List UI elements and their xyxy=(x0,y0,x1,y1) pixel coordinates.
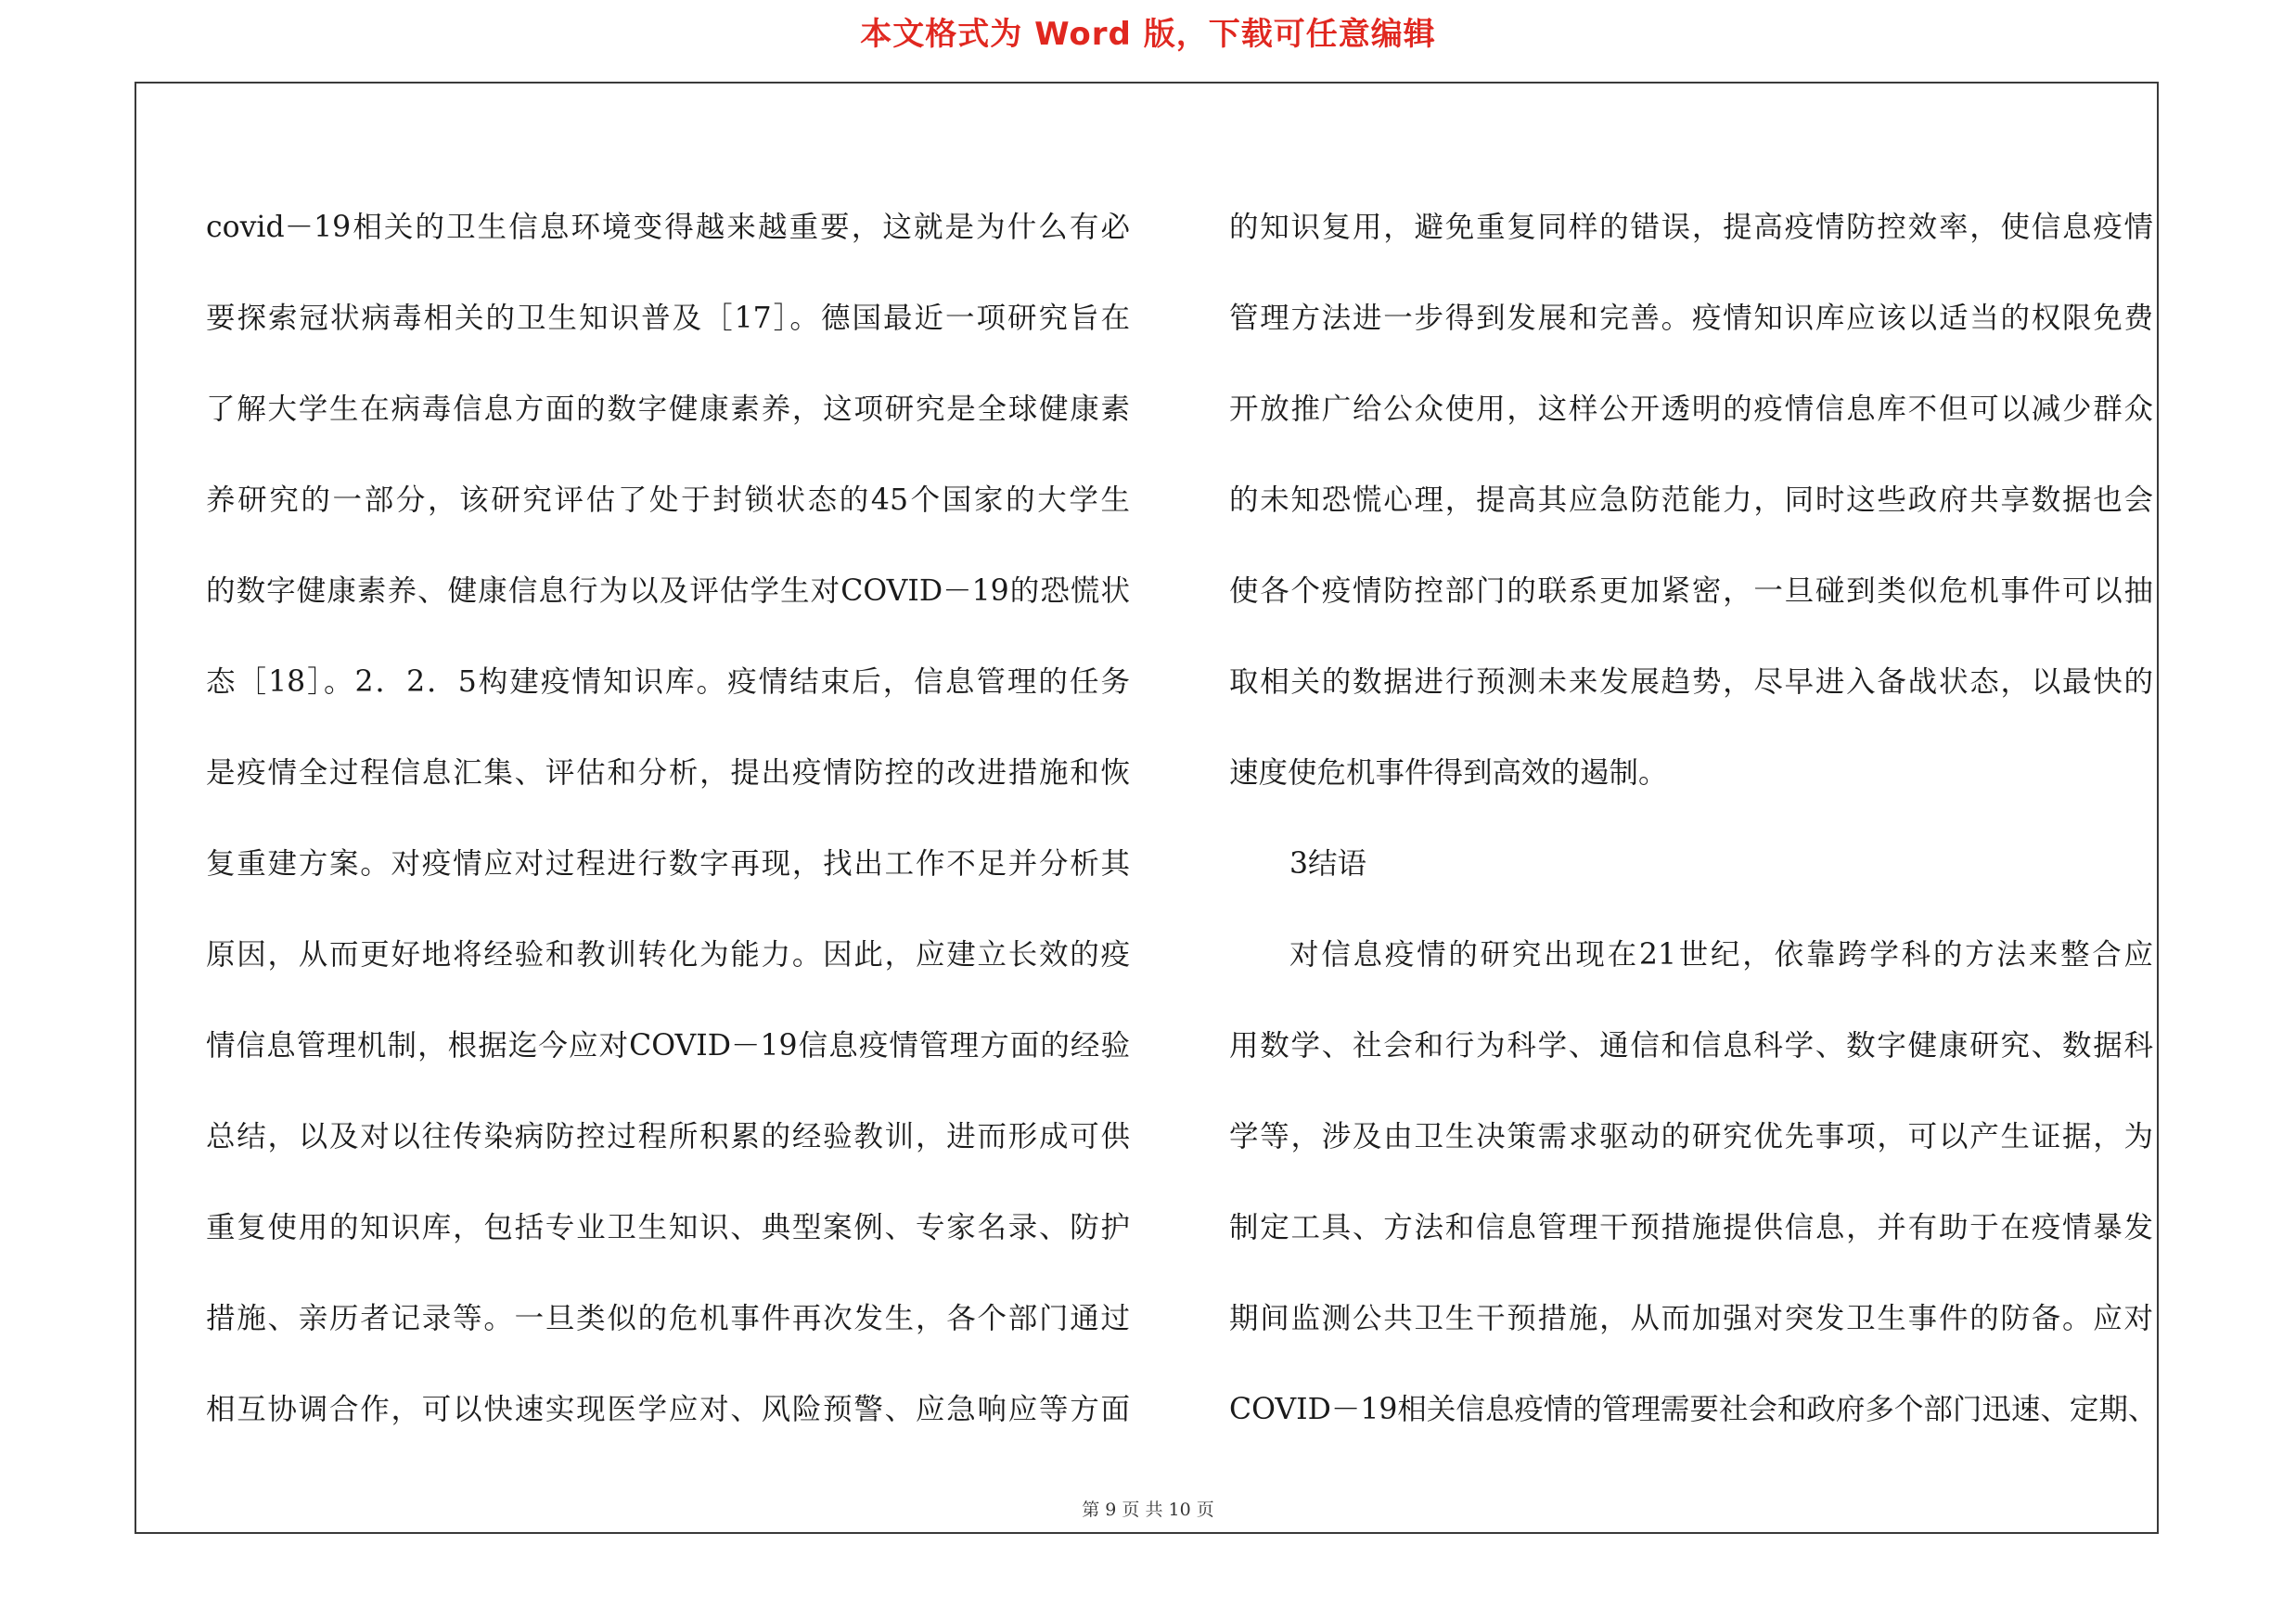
text-line: 重复使用的知识库，包括专业卫生知识、典型案例、专家名录、防护 xyxy=(206,1211,1130,1244)
text-line: 的数字健康素养、健康信息行为以及评估学生对COVID－19的恐慌状 xyxy=(206,574,1130,608)
section-heading: 3结语 xyxy=(1289,847,1367,881)
text-line: 情信息管理机制，根据迄今应对COVID－19信息疫情管理方面的经验 xyxy=(206,1029,1130,1063)
text-line: 措施、亲历者记录等。一旦类似的危机事件再次发生，各个部门通过 xyxy=(206,1302,1130,1335)
text-line: 相互协调合作，可以快速实现医学应对、风险预警、应急响应等方面 xyxy=(206,1393,1130,1426)
left-column xyxy=(206,182,1130,1455)
text-line: 复重建方案。对疫情应对过程进行数字再现，找出工作不足并分析其 xyxy=(206,847,1130,881)
text-line: 用数学、社会和行为科学、通信和信息科学、数字健康研究、数据科 xyxy=(1229,1029,2153,1063)
text-line: 了解大学生在病毒信息方面的数字健康素养，这项研究是全球健康素 xyxy=(206,393,1130,426)
text-line: 的知识复用，避免重复同样的错误，提高疫情防控效率，使信息疫情 xyxy=(1229,211,2153,244)
text-line: 期间监测公共卫生干预措施，从而加强对突发卫生事件的防备。应对 xyxy=(1229,1302,2153,1335)
text-line: 制定工具、方法和信息管理干预措施提供信息，并有助于在疫情暴发 xyxy=(1229,1211,2153,1244)
text-line: 开放推广给公众使用，这样公开透明的疫情信息库不但可以减少群众 xyxy=(1229,393,2153,426)
text-line: 学等，涉及由卫生决策需求驱动的研究优先事项，可以产生证据，为 xyxy=(1229,1120,2153,1153)
page-footer: 第 9 页 共 10 页 xyxy=(1082,1500,1214,1520)
text-line: 取相关的数据进行预测未来发展趋势，尽早进入备战状态，以最快的 xyxy=(1229,665,2153,699)
text-line: 速度使危机事件得到高效的遏制。 xyxy=(1229,756,1668,790)
text-line: 的未知恐慌心理，提高其应急防范能力，同时这些政府共享数据也会 xyxy=(1229,483,2153,517)
text-line: COVID－19相关信息疫情的管理需要社会和政府多个部门迅速、定期、 xyxy=(1229,1393,2158,1426)
text-line: 管理方法进一步得到发展和完善。疫情知识库应该以适当的权限免费 xyxy=(1229,302,2153,335)
text-line: 态［18］。2．2．5构建疫情知识库。疫情结束后，信息管理的任务 xyxy=(206,665,1130,699)
text-line: 总结，以及对以往传染病防控过程所积累的经验教训，进而形成可供 xyxy=(206,1120,1130,1153)
text-line: 使各个疫情防控部门的联系更加紧密，一旦碰到类似危机事件可以抽 xyxy=(1229,574,2153,608)
right-column xyxy=(1229,182,2158,1455)
text-line: 养研究的一部分，该研究评估了处于封锁状态的45个国家的大学生 xyxy=(206,483,1130,517)
document-banner: 本文格式为 Word 版，下载可任意编辑 xyxy=(860,16,1436,53)
text-line: 原因，从而更好地将经验和教训转化为能力。因此，应建立长效的疫 xyxy=(206,938,1130,972)
text-line: 要探索冠状病毒相关的卫生知识普及［17］。德国最近一项研究旨在 xyxy=(206,302,1130,335)
text-line: covid－19相关的卫生信息环境变得越来越重要，这就是为什么有必 xyxy=(206,211,1130,244)
text-line: 是疫情全过程信息汇集、评估和分析，提出疫情防控的改进措施和恢 xyxy=(206,756,1130,790)
text-line: 对信息疫情的研究出现在21世纪，依靠跨学科的方法来整合应 xyxy=(1289,938,2153,972)
